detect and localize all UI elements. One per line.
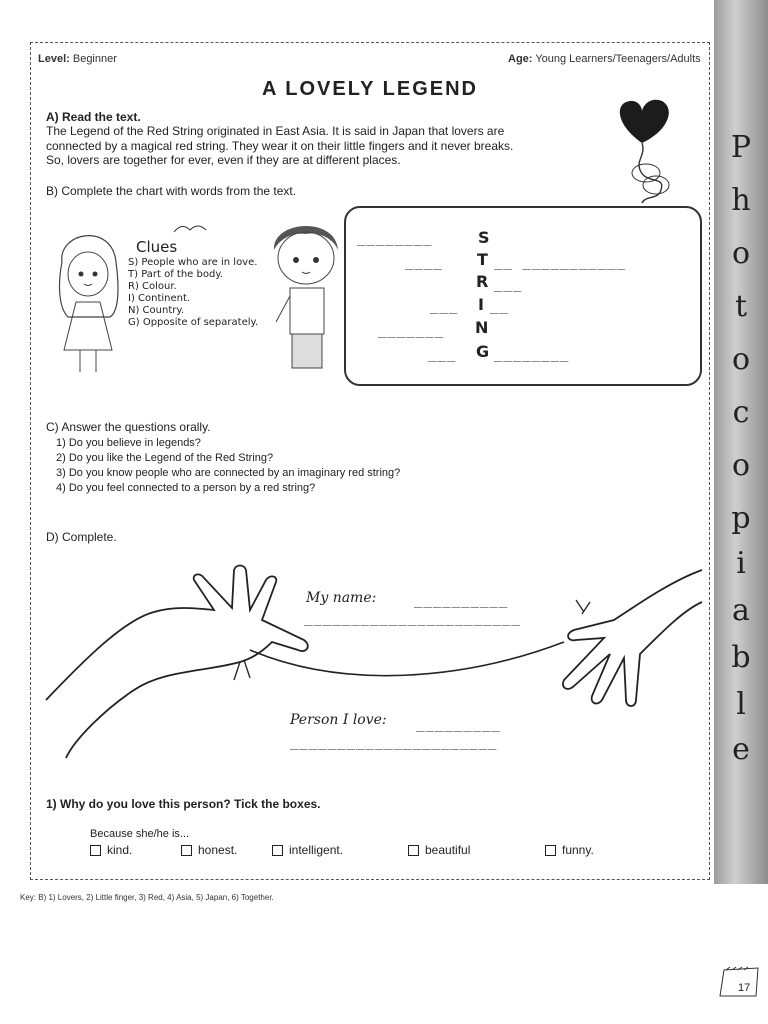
- clue-item: G) Opposite of separately.: [128, 317, 259, 328]
- blank-line: __: [490, 298, 509, 314]
- banner-letter: b: [731, 640, 751, 675]
- section-1-heading: 1) Why do you love this person? Tick the boxes.: [46, 797, 321, 811]
- age-value: Young Learners/Teenagers/Adults: [535, 53, 701, 65]
- blank-line: __ ___________: [494, 254, 627, 270]
- banner-letter: P: [730, 130, 752, 165]
- question-item: 1) Do you believe in legends?: [56, 437, 201, 449]
- level-info: [38, 53, 117, 65]
- person-blank-2[interactable]: ______________________: [290, 734, 498, 750]
- because-text: Because she/he is...: [90, 828, 190, 840]
- clues-title: Clues: [136, 238, 178, 256]
- banner-letter: h: [731, 183, 751, 218]
- chart-letter: G: [476, 342, 490, 361]
- girl-illustration: [50, 222, 128, 380]
- hands-red-string-illustration: [44, 550, 704, 760]
- heart-balloon-icon: [606, 95, 696, 210]
- checkbox[interactable]: [545, 845, 556, 856]
- option-label: kind.: [107, 843, 133, 857]
- option-label: beautiful: [425, 843, 471, 857]
- banner-letter: o: [731, 342, 751, 377]
- person-i-love-label: Person I love:: [290, 712, 387, 728]
- level-label: Level:: [38, 53, 70, 65]
- blank-line: ____: [405, 254, 443, 270]
- checkbox[interactable]: [90, 845, 101, 856]
- clue-item: R) Colour.: [128, 281, 177, 292]
- section-a-text: [46, 124, 606, 168]
- page-title: A LOVELY LEGEND: [262, 78, 478, 100]
- banner-letter: p: [731, 501, 751, 536]
- banner-letter: e: [732, 732, 750, 767]
- answer-key: Key: B) 1) Lovers, 2) Little finger, 3) Red, 4) Asia, 5) Japan, 6) Together.: [20, 893, 274, 902]
- banner-letter: o: [731, 448, 751, 483]
- banner-letter: c: [732, 395, 750, 430]
- banner-letter: i: [736, 546, 746, 581]
- age-info: [508, 53, 701, 65]
- clue-item: T) Part of the body.: [128, 269, 223, 280]
- question-item: 3) Do you know people who are connected by an imaginary red string?: [56, 467, 401, 479]
- question-item: 2) Do you like the Legend of the Red String?: [56, 452, 274, 464]
- option-label: intelligent.: [289, 843, 344, 857]
- photocopiable-banner: [714, 0, 768, 884]
- questions-list: [56, 436, 400, 496]
- blank-line: ___: [428, 346, 457, 362]
- option-funny[interactable]: [545, 843, 594, 857]
- option-label: funny.: [562, 843, 594, 857]
- birds-icon: [172, 222, 222, 236]
- my-name-label: My name:: [306, 590, 377, 606]
- section-c-heading: C) Answer the questions orally.: [46, 420, 211, 434]
- clue-item: S) People who are in love.: [128, 257, 258, 268]
- option-label: honest.: [198, 843, 238, 857]
- text-line: The Legend of the Red String originated in East Asia. It is said in Japan that lovers are: [46, 124, 505, 138]
- option-honest[interactable]: [181, 843, 237, 857]
- my-name-blank-2[interactable]: _______________________: [304, 610, 521, 626]
- banner-letter: o: [731, 236, 751, 271]
- blank-line: ___: [494, 276, 523, 292]
- banner-letter: t: [734, 289, 748, 324]
- text-line: So, lovers are together for ever, even if they are at different places.: [46, 153, 401, 167]
- banner-letter: l: [736, 687, 746, 722]
- clue-item: I) Continent.: [128, 293, 191, 304]
- banner-letter: a: [732, 593, 750, 628]
- clue-item: N) Country.: [128, 305, 185, 316]
- option-intelligent[interactable]: [272, 843, 343, 857]
- clues-list: [128, 257, 258, 329]
- age-label: Age:: [508, 53, 533, 65]
- page-number: 17: [738, 982, 751, 994]
- blank-line: ________: [494, 346, 570, 362]
- text-line: connected by a magical red string. They wear it on their little fingers and it never breaks.: [46, 138, 514, 153]
- checkbox[interactable]: [272, 845, 283, 856]
- my-name-blank[interactable]: __________: [414, 592, 509, 608]
- question-item: 4) Do you feel connected to a person by a red string?: [56, 482, 316, 494]
- chart-letter: T: [477, 250, 488, 269]
- chart-letter: I: [478, 295, 484, 314]
- section-d-heading: D) Complete.: [46, 530, 117, 544]
- chart-letter: N: [475, 318, 489, 337]
- option-kind[interactable]: [90, 843, 132, 857]
- checkbox[interactable]: [181, 845, 192, 856]
- chart-letter: S: [478, 228, 490, 247]
- boy-illustration: [266, 210, 346, 382]
- section-a-heading: A) Read the text.: [46, 110, 141, 124]
- level-value: Beginner: [72, 53, 117, 65]
- chart-letter: R: [476, 272, 489, 291]
- person-blank[interactable]: _________: [416, 716, 501, 732]
- option-beautiful[interactable]: [408, 843, 470, 857]
- blank-line: ___: [430, 298, 459, 314]
- section-b-heading: B) Complete the chart with words from the text.: [46, 184, 297, 198]
- blank-line: _______: [378, 322, 445, 338]
- checkbox[interactable]: [408, 845, 419, 856]
- blank-line: ________: [357, 230, 433, 246]
